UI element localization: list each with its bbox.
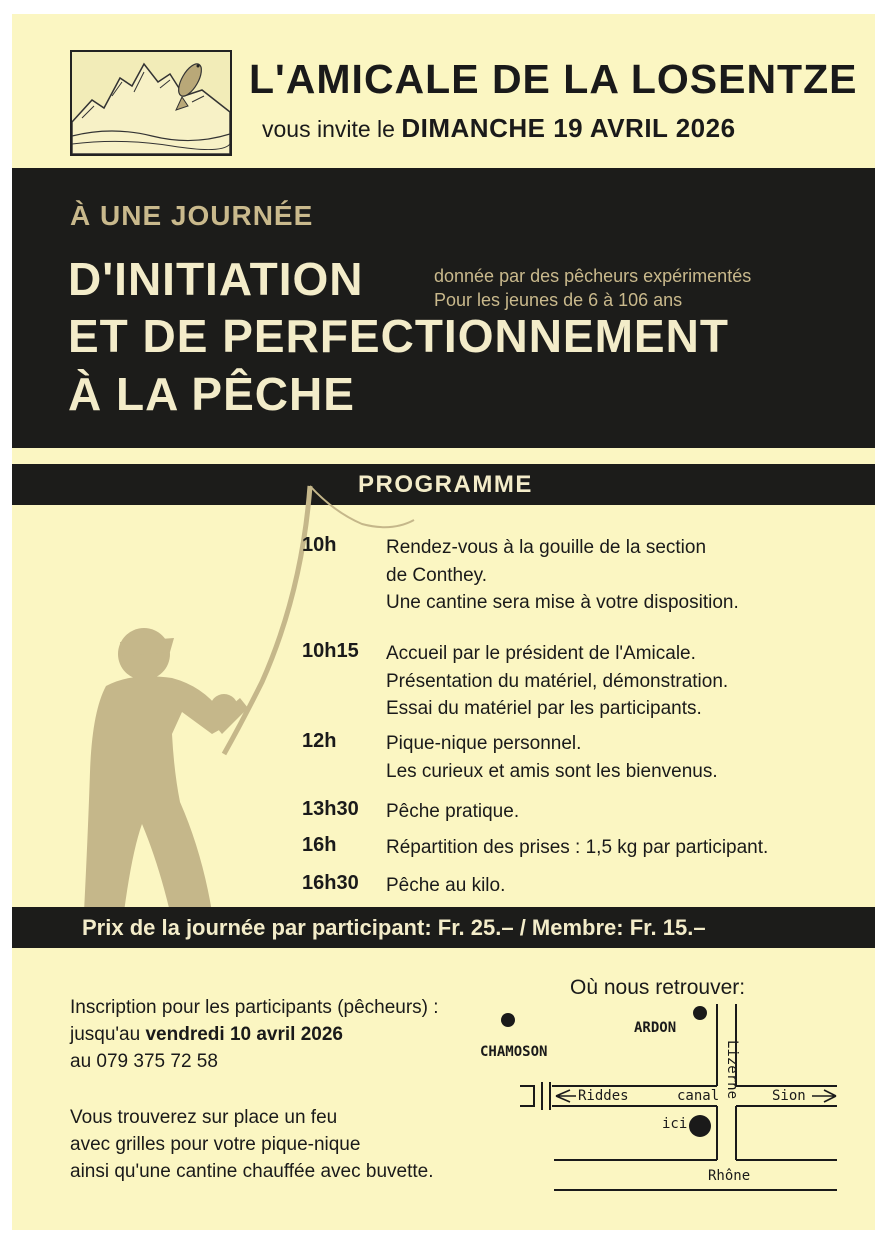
schedule-line: Pêche au kilo. <box>386 875 506 896</box>
map-label-lizerne: Lizerne <box>724 1040 740 1100</box>
club-title: L'AMICALE DE LA LOSENTZE <box>249 56 858 102</box>
schedule-time: 16h30 <box>302 872 359 894</box>
schedule-description <box>386 834 856 862</box>
deadline-prefix: jusqu'au <box>70 1024 141 1045</box>
onsite-line: Vous trouverez sur place un feu <box>70 1107 338 1128</box>
headline-intro: À UNE JOURNÉE <box>70 200 314 231</box>
schedule-line: Accueil par le président de l'Amicale. <box>386 643 696 664</box>
schedule-line: Une cantine sera mise à votre disposition. <box>386 592 739 613</box>
map-label-ici: ici <box>662 1116 688 1132</box>
riddes-arrow-icon <box>556 1090 576 1102</box>
programme-label: PROGRAMME <box>358 471 533 498</box>
map-label-canal: canal <box>677 1088 720 1104</box>
inscription-phone: au 079 375 72 58 <box>70 1051 218 1072</box>
schedule-line: Pêche pratique. <box>386 801 520 822</box>
schedule-line: Répartition des prises : 1,5 kg par participant. <box>386 837 769 858</box>
event-date: DIMANCHE 19 AVRIL 2026 <box>401 113 736 143</box>
map-label-rhone: Rhône <box>708 1168 751 1184</box>
invitation-line <box>262 113 862 144</box>
schedule-description <box>386 534 856 617</box>
inscription-info <box>70 994 480 1075</box>
schedule-description <box>386 730 856 785</box>
map-label-ardon: ARDON <box>634 1020 677 1036</box>
schedule-time: 13h30 <box>302 798 359 820</box>
invite-prefix: vous invite le <box>262 116 395 142</box>
schedule-line: Présentation du matériel, démonstration. <box>386 670 729 692</box>
map-label-riddes: Riddes <box>578 1088 629 1104</box>
headline-banner <box>12 168 875 448</box>
headline-subtitle <box>434 264 854 312</box>
amicale-logo <box>70 50 232 156</box>
headline-line-3: À LA PÊCHE <box>68 368 355 420</box>
map-label-sion: Sion <box>772 1088 806 1104</box>
schedule-line: de Conthey. <box>386 564 488 586</box>
schedule-time: 12h <box>302 730 337 752</box>
schedule-line: Rendez-vous à la gouille de la section <box>386 537 707 558</box>
schedule-line: Essai du matériel par les participants. <box>386 698 702 719</box>
price-bar <box>12 907 875 948</box>
schedule-description <box>386 798 856 826</box>
schedule-time: 16h <box>302 834 337 856</box>
inscription-line: Inscription pour les participants (pêcheurs) : <box>70 997 439 1018</box>
onsite-info <box>70 1104 490 1185</box>
ici-dot-icon <box>689 1115 711 1137</box>
schedule-line: Pique-nique personnel. <box>386 733 582 754</box>
onsite-line: ainsi qu'une cantine chauffée avec buvette. <box>70 1161 434 1182</box>
map-title: Où nous retrouver: <box>570 976 746 999</box>
schedule-description <box>386 872 856 900</box>
given-by-text: donnée par des pêcheurs expérimentés <box>434 266 752 286</box>
flyer <box>12 14 875 1230</box>
schedule-time: 10h <box>302 534 337 556</box>
sion-arrow-icon <box>812 1090 836 1102</box>
price-text: Prix de la journée par participant: Fr. 25.– / Membre: Fr. 15.– <box>82 915 706 940</box>
deadline-date: vendredi 10 avril 2026 <box>145 1024 343 1045</box>
headline-line-1: D'INITIATION <box>68 253 364 305</box>
age-range-text: Pour les jeunes de 6 à 106 ans <box>434 290 683 310</box>
schedule-line: Les curieux et amis sont les bienvenus. <box>386 760 718 782</box>
headline-line-2: ET DE PERFECTIONNEMENT <box>68 310 729 362</box>
schedule-description <box>386 640 856 723</box>
ardon-dot-icon <box>693 1006 707 1020</box>
location-map <box>472 1004 852 1204</box>
fisherman-silhouette-icon <box>62 472 442 912</box>
chamoson-dot-icon <box>501 1013 515 1027</box>
schedule-time: 10h15 <box>302 640 359 662</box>
inscription-deadline-line <box>70 1021 480 1048</box>
onsite-line: avec grilles pour votre pique-nique <box>70 1134 361 1155</box>
map-label-chamoson: CHAMOSON <box>480 1044 548 1060</box>
